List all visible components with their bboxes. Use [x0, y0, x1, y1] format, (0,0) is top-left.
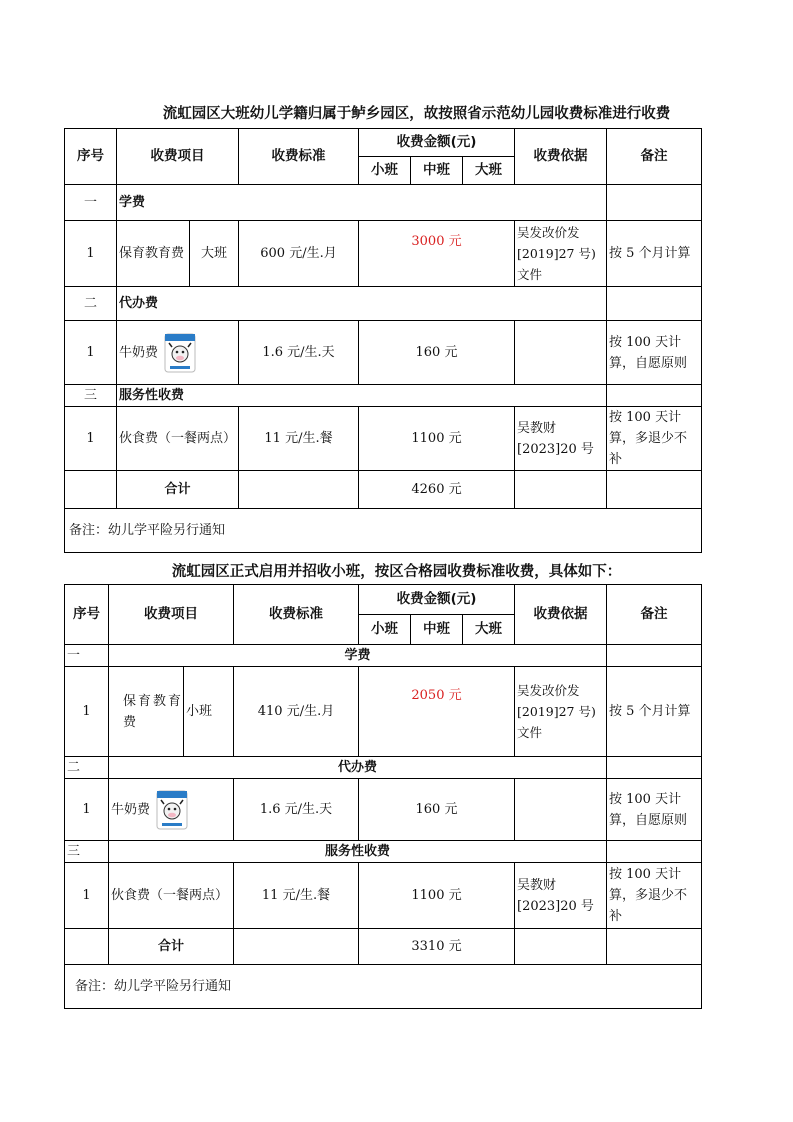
fee-table-small-class: [64, 584, 702, 1009]
row-item: 牛奶费: [119, 345, 159, 360]
fee-table-large-class: [64, 128, 702, 553]
row-class: 小班: [184, 667, 234, 757]
header-basis: 收费依据: [515, 585, 607, 645]
row-seq: 1: [65, 321, 117, 385]
row-amount: 160 元: [359, 321, 515, 385]
empty-cell: [607, 471, 702, 509]
row-seq: 1: [65, 863, 109, 929]
row-item-cell: [117, 321, 239, 385]
header-standard: 收费标准: [239, 129, 359, 185]
row-remark: 按 5 个月计算: [607, 221, 702, 287]
row-standard: 410 元/生.月: [234, 667, 359, 757]
section-label: 代办费: [117, 287, 607, 321]
row-item: 伙食费（一餐两点）: [117, 407, 239, 471]
milk-carton-icon: [162, 331, 198, 375]
milk-carton-icon: [154, 788, 190, 832]
total-amount: 3310 元: [359, 929, 515, 965]
row-item: 保育教育费: [109, 667, 184, 757]
row-remark: 按 5 个月计算: [607, 667, 702, 757]
empty-cell: [65, 471, 117, 509]
header-large: 大班: [463, 157, 515, 185]
row-item: 保育教育费: [117, 221, 190, 287]
row-item-cell: [109, 779, 234, 841]
row-standard: 600 元/生.月: [239, 221, 359, 287]
row-item: 牛奶费: [111, 802, 151, 817]
total-label: 合计: [109, 929, 234, 965]
empty-cell: [515, 471, 607, 509]
section-num: 三: [65, 841, 109, 863]
section-label: 服务性收费: [117, 385, 607, 407]
empty-cell: [515, 929, 607, 965]
section-label: 服务性收费: [109, 841, 607, 863]
table-note: 备注：幼儿学平险另行通知: [65, 509, 702, 553]
empty-cell: [65, 929, 109, 965]
table1-title: 流虹园区大班幼儿学籍归属于鲈乡园区，故按照省示范幼儿园收费标准进行收费: [162, 106, 671, 122]
row-seq: 1: [65, 221, 117, 287]
row-standard: 1.6 元/生.天: [234, 779, 359, 841]
header-large: 大班: [463, 615, 515, 645]
table-note: 备注：幼儿学平险另行通知: [65, 965, 702, 1009]
empty-cell: [607, 185, 702, 221]
row-seq: 1: [65, 779, 109, 841]
row-basis: 吴教财[2023]20 号: [515, 863, 607, 929]
total-amount: 4260 元: [359, 471, 515, 509]
header-amount: 收费金额(元): [359, 585, 515, 615]
header-standard: 收费标准: [234, 585, 359, 645]
row-remark: 按 100 天计算，自愿原则: [607, 321, 702, 385]
header-seq: 序号: [65, 585, 109, 645]
empty-cell: [607, 841, 702, 863]
header-item: 收费项目: [109, 585, 234, 645]
row-basis: [515, 779, 607, 841]
total-label: 合计: [117, 471, 239, 509]
row-seq: 1: [65, 667, 109, 757]
row-basis: 吴教财[2023]20 号: [515, 407, 607, 471]
section-label: 代办费: [109, 757, 607, 779]
empty-cell: [239, 471, 359, 509]
row-amount: 1100 元: [359, 407, 515, 471]
header-middle: 中班: [411, 157, 463, 185]
table2-title: 流虹园区正式启用并招收小班，按区合格园收费标准收费，具体如下：: [171, 564, 622, 580]
empty-cell: [607, 385, 702, 407]
row-item: 伙食费（一餐两点）: [109, 863, 234, 929]
row-standard: 11 元/生.餐: [239, 407, 359, 471]
header-small: 小班: [359, 157, 411, 185]
row-amount: 3000 元: [359, 221, 515, 287]
section-num: 二: [65, 287, 117, 321]
header-item: 收费项目: [117, 129, 239, 185]
row-amount: 2050 元: [359, 667, 515, 757]
empty-cell: [607, 287, 702, 321]
section-num: 一: [65, 645, 109, 667]
header-remark: 备注: [607, 129, 702, 185]
row-basis: 吴发改价发[2019]27 号)文件: [515, 667, 607, 757]
row-class: 大班: [190, 221, 239, 287]
row-basis: 吴发改价发[2019]27 号)文件: [515, 221, 607, 287]
section-label: 学费: [117, 185, 607, 221]
empty-cell: [607, 757, 702, 779]
row-standard: 1.6 元/生.天: [239, 321, 359, 385]
header-remark: 备注: [607, 585, 702, 645]
header-basis: 收费依据: [515, 129, 607, 185]
header-seq: 序号: [65, 129, 117, 185]
section-num: 二: [65, 757, 109, 779]
row-amount: 160 元: [359, 779, 515, 841]
row-standard: 11 元/生.餐: [234, 863, 359, 929]
row-remark: 按 100 天计算，多退少不补: [607, 407, 702, 471]
header-middle: 中班: [411, 615, 463, 645]
header-small: 小班: [359, 615, 411, 645]
section-num: 三: [65, 385, 117, 407]
empty-cell: [234, 929, 359, 965]
row-amount: 1100 元: [359, 863, 515, 929]
empty-cell: [607, 645, 702, 667]
row-remark: 按 100 天计算，自愿原则: [607, 779, 702, 841]
row-remark: 按 100 天计算，多退少不补: [607, 863, 702, 929]
row-seq: 1: [65, 407, 117, 471]
header-amount: 收费金额(元): [359, 129, 515, 157]
row-basis: [515, 321, 607, 385]
empty-cell: [607, 929, 702, 965]
section-label: 学费: [109, 645, 607, 667]
section-num: 一: [65, 185, 117, 221]
